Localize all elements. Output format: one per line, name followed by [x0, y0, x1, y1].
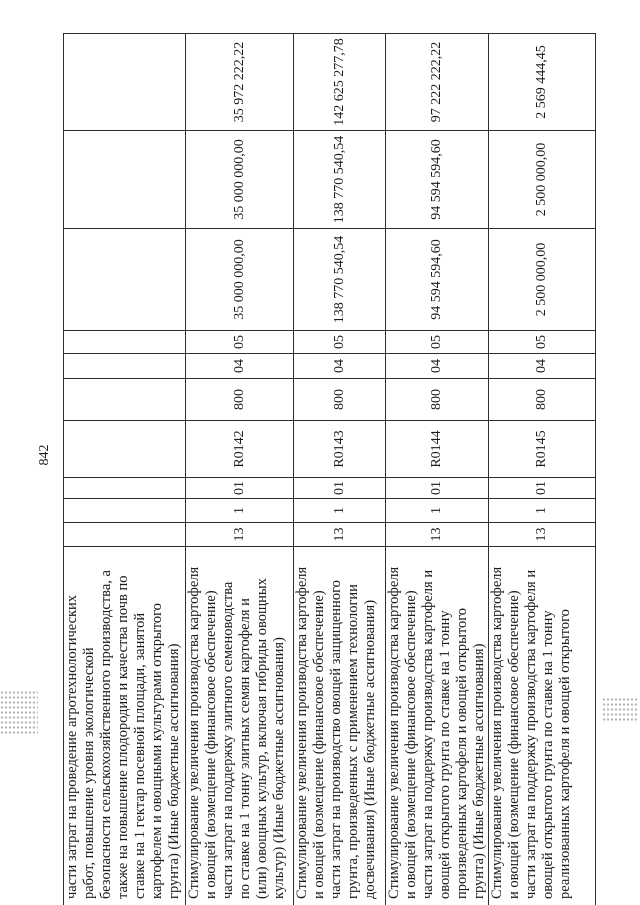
- amount-cell: [64, 130, 186, 228]
- name-cell: части затрат на проведение агротехнологических работ, повышение уровня экологической безопасности сельскохозяйственного производства, а также на повышение плодородия и качества почв по ставке на 1 гектар посевной площади, занятой картофелем и овощными культурами открытого грунта) (Иные бюджетные ассигнования): [64, 546, 186, 905]
- code-cell: [64, 330, 186, 353]
- code-cell: 05: [186, 330, 294, 353]
- code-cell: 1: [294, 498, 386, 522]
- code-cell: 1: [489, 498, 596, 522]
- code-cell: 04: [294, 353, 386, 378]
- code-cell: 05: [489, 330, 596, 353]
- code-cell: 13: [489, 522, 596, 546]
- code-cell: 01: [294, 477, 386, 498]
- code-cell: [64, 420, 186, 477]
- code-cell: 05: [386, 330, 489, 353]
- amount-cell: [64, 228, 186, 330]
- code-cell: [64, 353, 186, 378]
- code-cell: 1: [186, 498, 294, 522]
- code-cell: 01: [489, 477, 596, 498]
- code-cell: 04: [186, 353, 294, 378]
- code-cell: 04: [489, 353, 596, 378]
- code-cell: R0144: [386, 420, 489, 477]
- amount-cell: [64, 33, 186, 130]
- amount-cell: 142 625 277,78: [294, 33, 386, 130]
- scan-artifact: [602, 698, 638, 722]
- amount-cell: 97 222 222,22: [386, 33, 489, 130]
- amount-cell: 2 569 444,45: [489, 33, 596, 130]
- page-number: 842: [37, 444, 52, 466]
- amount-cell: 94 594 594,60: [386, 228, 489, 330]
- code-cell: 01: [186, 477, 294, 498]
- name-cell: Стимулирование увеличения производства картофеля и овощей (возмещение (финансовое обеспечение) части затрат на поддержку производства картофеля и овощей открытого грунта по ставке на 1 тонну реализованных картофеля и овощей открытого: [489, 546, 596, 905]
- code-cell: [64, 477, 186, 498]
- amount-cell: 2 500 000,00: [489, 130, 596, 228]
- name-cell: Стимулирование увеличения производства картофеля и овощей (возмещение (финансовое обеспечение) части затрат на производство овощей защищенного грунта, произведенных с применением технологии досвечивания) (Иные бюджетные ассигнования): [294, 546, 386, 905]
- code-cell: 05: [294, 330, 386, 353]
- budget-table: [63, 33, 596, 905]
- code-cell: 01: [386, 477, 489, 498]
- code-cell: R0142: [186, 420, 294, 477]
- name-cell: Стимулирование увеличения производства картофеля и овощей (возмещение (финансовое обеспечение) части затрат на поддержку производства картофеля и овощей открытого грунта по ставке на 1 тонну произведенных картофеля и овощей открытого грунта) (Иные бюджетные ассигнования): [386, 546, 489, 905]
- amount-cell: 35 000 000,00: [186, 130, 294, 228]
- code-cell: 800: [294, 378, 386, 420]
- amount-cell: 35 000 000,00: [186, 228, 294, 330]
- code-cell: [64, 522, 186, 546]
- code-cell: 13: [186, 522, 294, 546]
- amount-cell: 138 770 540,54: [294, 130, 386, 228]
- scan-artifact: [0, 690, 38, 735]
- code-cell: 800: [386, 378, 489, 420]
- code-cell: [64, 498, 186, 522]
- code-cell: 04: [386, 353, 489, 378]
- code-cell: R0145: [489, 420, 596, 477]
- code-cell: 800: [489, 378, 596, 420]
- code-cell: [64, 378, 186, 420]
- amount-cell: 35 972 222,22: [186, 33, 294, 130]
- code-cell: 1: [386, 498, 489, 522]
- amount-cell: 138 770 540,54: [294, 228, 386, 330]
- amount-cell: 2 500 000,00: [489, 228, 596, 330]
- code-cell: R0143: [294, 420, 386, 477]
- code-cell: 13: [386, 522, 489, 546]
- code-cell: 13: [294, 522, 386, 546]
- amount-cell: 94 594 594,60: [386, 130, 489, 228]
- code-cell: 800: [186, 378, 294, 420]
- name-cell: Стимулирование увеличения производства картофеля и овощей (возмещение (финансовое обеспечение) части затрат на поддержку элитного семеноводства по ставке на 1 тонну элитных семян картофеля и (или) овощных культур, включая гибриды овощных культур) (Иные бюджетные ассигнования): [186, 546, 294, 905]
